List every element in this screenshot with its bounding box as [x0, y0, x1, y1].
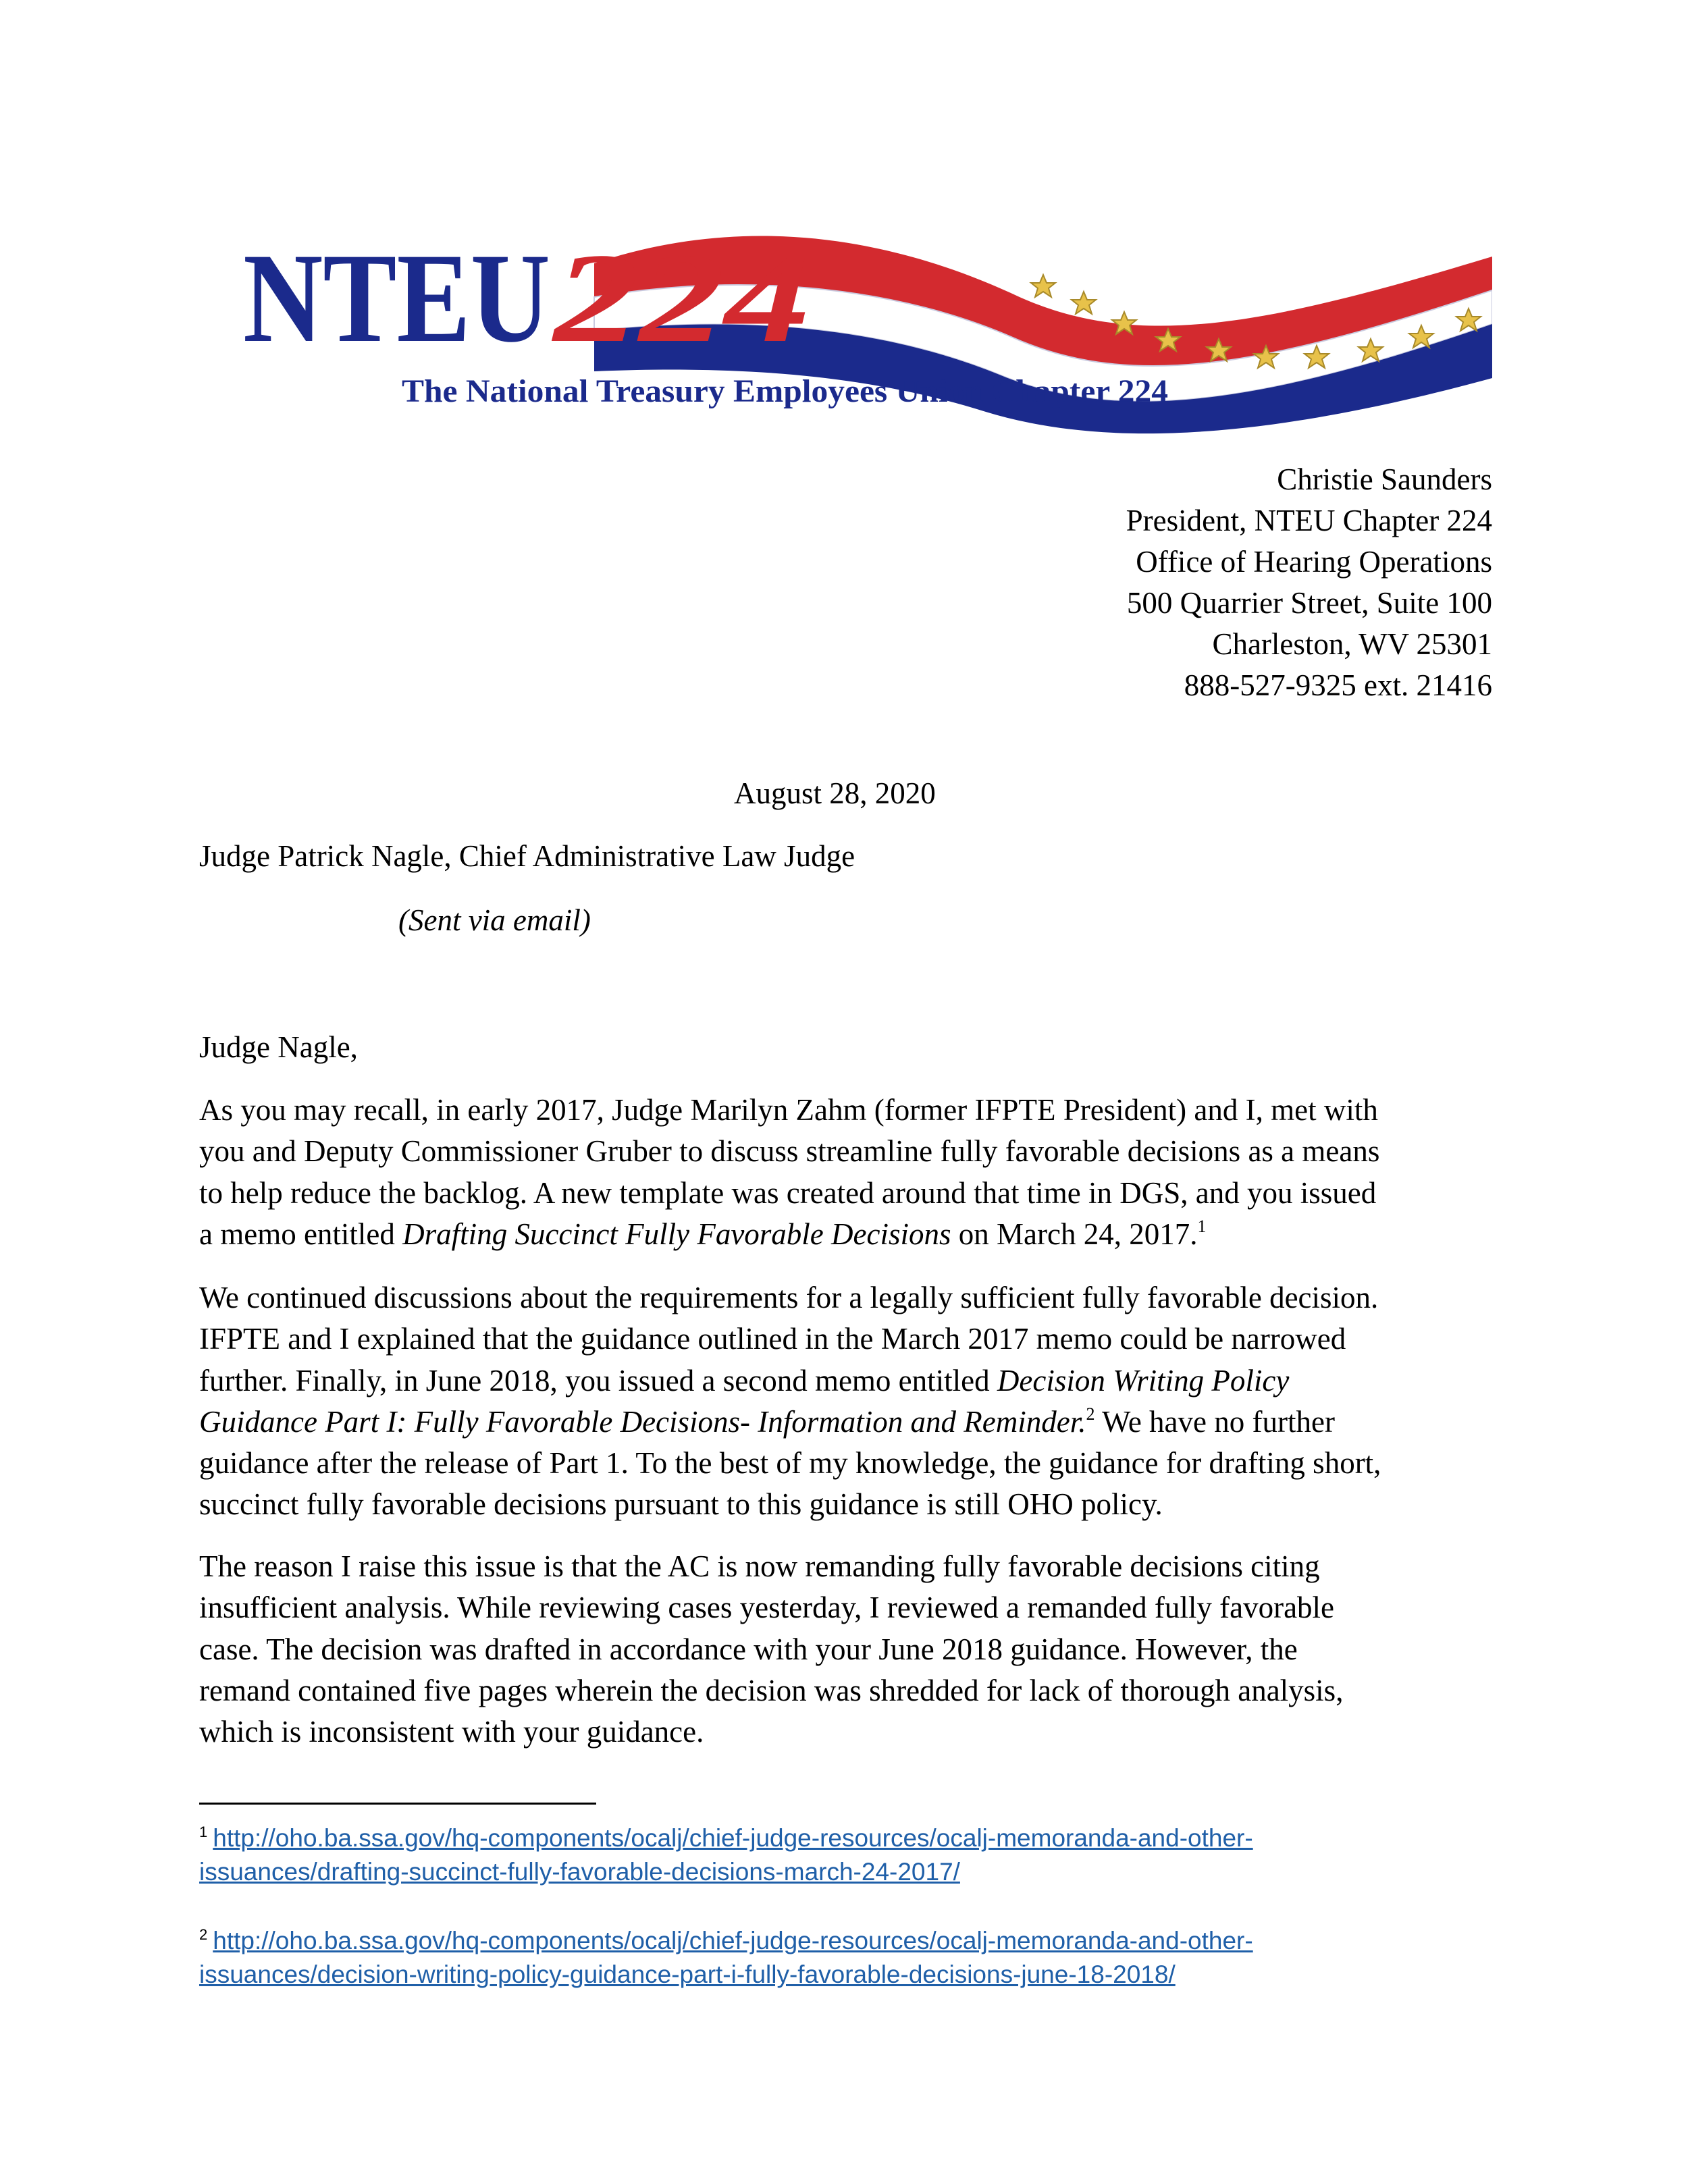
footnote-line	[199, 1821, 1516, 1855]
body-paragraph-2	[199, 1277, 1502, 1526]
logo-number: 224	[551, 228, 810, 369]
footnote-link[interactable]: http://oho.ba.ssa.gov/hq-components/ocalj/chief-judge-resources/ocalj-memoranda-and-other-	[213, 1824, 1253, 1852]
star-icon	[1072, 292, 1096, 314]
paragraph-line: remand contained five pages wherein the decision was shredded for lack of thorough analysis,	[199, 1673, 1344, 1707]
paragraph-line: succinct fully favorable decisions pursuant to this guidance is still OHO policy.	[199, 1487, 1163, 1522]
footnote-ref-2[interactable]: 2	[1086, 1404, 1095, 1424]
footnote-ref-1[interactable]: 1	[1197, 1216, 1207, 1236]
text-run: We have no further	[1094, 1404, 1335, 1439]
sent-via-note: (Sent via email)	[398, 903, 591, 937]
paragraph-line: IFPTE and I explained that the guidance outlined in the March 2017 memo could be narrowed	[199, 1322, 1346, 1356]
footnote-mark: 2	[199, 1926, 208, 1943]
memo-title: Drafting Succinct Fully Favorable Decisions	[402, 1217, 951, 1251]
footnote-mark: 1	[199, 1823, 208, 1840]
footnote-link[interactable]: issuances/drafting-succinct-fully-favorable-decisions-march-24-2017/	[199, 1858, 960, 1886]
footnote-line	[199, 1924, 1516, 1958]
footnote-2	[199, 1924, 1516, 1992]
paragraph-line: to help reduce the backlog. A new template was created around that time in DGS, and you issued	[199, 1175, 1377, 1210]
paragraph-line: As you may recall, in early 2017, Judge Marilyn Zahm (former IFPTE President) and I, met with	[199, 1093, 1378, 1127]
paragraph-line	[199, 1360, 1502, 1402]
paragraph-line: The reason I raise this issue is that the AC is now remanding fully favorable decisions citing	[199, 1549, 1320, 1583]
recipient: Judge Patrick Nagle, Chief Administrative Law Judge	[199, 839, 855, 873]
paragraph-line: guidance after the release of Part 1. To the best of my knowledge, the guidance for drafting short,	[199, 1446, 1381, 1481]
text-run: a memo entitled	[199, 1217, 403, 1251]
sender-block	[1126, 459, 1492, 706]
sender-street: 500 Quarrier Street, Suite 100	[1126, 586, 1492, 620]
text-run: on March 24, 2017.	[951, 1217, 1198, 1251]
paragraph-line: We continued discussions about the requirements for a legally sufficient fully favorable decision.	[199, 1281, 1379, 1314]
footnote-1	[199, 1821, 1516, 1889]
sender-office: Office of Hearing Operations	[1136, 545, 1492, 579]
paragraph-line: case. The decision was drafted in accordance with your June 2018 guidance. However, the	[199, 1632, 1298, 1666]
paragraph-line	[199, 1214, 1502, 1255]
footnote-line	[199, 1958, 1516, 1992]
sender-city: Charleston, WV 25301	[1212, 627, 1492, 661]
footnote-link[interactable]: issuances/decision-writing-policy-guidance-part-i-fully-favorable-decisions-june-18-2018/	[199, 1961, 1176, 1988]
paragraph-line	[199, 1402, 1502, 1443]
body-paragraph-1	[199, 1090, 1502, 1255]
sender-phone: 888-527-9325 ext. 21416	[1184, 668, 1492, 702]
paragraph-line: insufficient analysis. While reviewing cases yesterday, I reviewed a remanded fully favorable	[199, 1591, 1335, 1625]
logo-tagline: The National Treasury Employees Union Chapter 224	[402, 373, 1168, 409]
paragraph-line: you and Deputy Commissioner Gruber to discuss streamline fully favorable decisions as a means	[199, 1134, 1380, 1169]
memo-title: Guidance Part I: Fully Favorable Decisions- Information and Reminder.	[199, 1404, 1086, 1439]
body-paragraph-3	[199, 1546, 1502, 1753]
nteu-224-logo	[243, 223, 1492, 446]
paragraph-line: which is inconsistent with your guidance.	[199, 1715, 704, 1749]
footnote-separator	[199, 1803, 596, 1805]
letter-date: August 28, 2020	[734, 776, 936, 810]
logo-wordmark: NTEU	[243, 228, 550, 369]
star-icon	[1031, 275, 1055, 297]
memo-title: Decision Writing Policy	[997, 1363, 1290, 1397]
sender-name: Christie Saunders	[1277, 462, 1492, 496]
sender-title: President, NTEU Chapter 224	[1126, 504, 1492, 537]
footnote-line	[199, 1855, 1516, 1889]
salutation: Judge Nagle,	[199, 1030, 358, 1064]
text-run: further. Finally, in June 2018, you issued a second memo entitled	[199, 1363, 997, 1397]
footnote-link[interactable]: http://oho.ba.ssa.gov/hq-components/ocalj/chief-judge-resources/ocalj-memoranda-and-other-	[213, 1927, 1253, 1954]
